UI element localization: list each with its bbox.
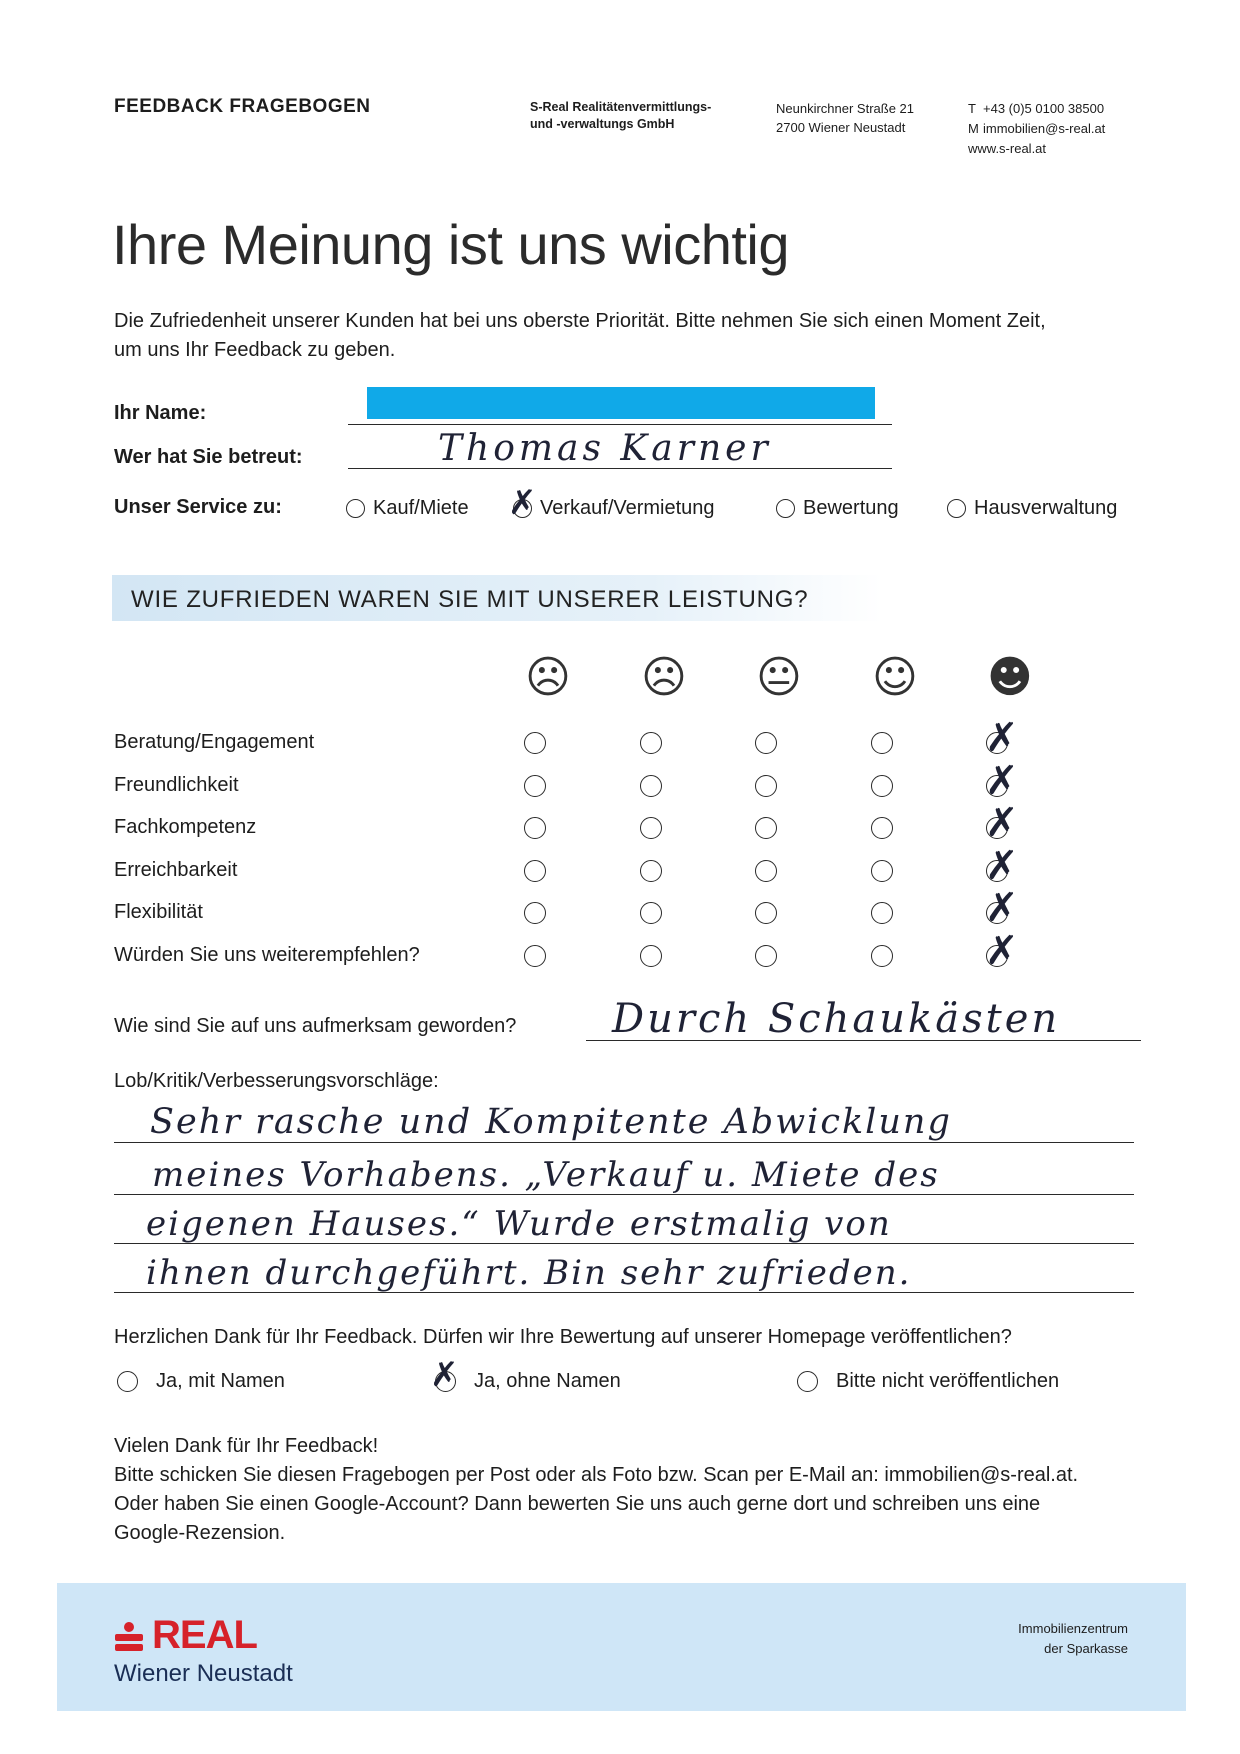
- address-line-1: Neunkirchner Straße 21: [776, 101, 915, 116]
- name-line: [348, 424, 892, 425]
- document-label: FEEDBACK FRAGEBOGEN: [114, 96, 371, 117]
- rating-radio[interactable]: [524, 902, 546, 924]
- rating-radio[interactable]: [871, 817, 893, 839]
- footer-tagline-line-2: der Sparkasse: [1044, 1641, 1128, 1656]
- source-answer[interactable]: Durch Schaukästen: [612, 996, 1061, 1042]
- sparkasse-logo-icon: [114, 1622, 144, 1658]
- logo-subtitle: Wiener Neustadt: [114, 1660, 293, 1687]
- check-mark-icon: ✗: [985, 928, 1019, 974]
- rating-radio[interactable]: [524, 860, 546, 882]
- service-option-label: Bewertung: [803, 497, 899, 519]
- logo-text: REAL: [152, 1613, 257, 1657]
- check-mark-icon: ✗: [430, 1355, 459, 1395]
- email-address: immobilien@s-real.at: [983, 121, 1106, 136]
- intro-line-2: um uns Ihr Feedback zu geben.: [114, 339, 396, 361]
- publish-option-do-not-publish[interactable]: [797, 1370, 1059, 1393]
- rating-label: Fachkompetenz: [114, 816, 257, 838]
- service-option-verkauf-vermietung[interactable]: [508, 483, 715, 523]
- very-happy-face-icon: ☻: [987, 652, 1033, 703]
- rating-radio[interactable]: [524, 732, 546, 754]
- rating-radio[interactable]: [755, 945, 777, 967]
- rating-radio[interactable]: [640, 902, 662, 924]
- check-mark-icon: ✗: [508, 483, 537, 523]
- sad-face-icon: ☹: [641, 652, 687, 703]
- check-mark-icon: ✗: [985, 715, 1019, 761]
- rating-label: Erreichbarkeit: [114, 859, 238, 881]
- rating-radio[interactable]: [755, 732, 777, 754]
- rating-label: Flexibilität: [114, 901, 203, 923]
- rating-radio[interactable]: [640, 945, 662, 967]
- closing-line-1: Vielen Dank für Ihr Feedback!: [114, 1435, 379, 1457]
- rating-radio[interactable]: [755, 817, 777, 839]
- company-line-2: und -verwaltungs GmbH: [530, 117, 675, 131]
- check-mark-icon: ✗: [985, 800, 1019, 846]
- neutral-face-icon: 😐: [756, 652, 802, 703]
- publish-option-without-name[interactable]: [430, 1355, 621, 1395]
- comment-text-3[interactable]: eigenen Hauses.“ Wurde erstmalig von: [146, 1204, 892, 1244]
- radio-circle[interactable]: [797, 1371, 818, 1392]
- rating-radio[interactable]: [871, 860, 893, 882]
- rating-radio[interactable]: [524, 775, 546, 797]
- rating-radio[interactable]: [755, 860, 777, 882]
- check-mark-icon: ✗: [985, 885, 1019, 931]
- publish-option-with-name[interactable]: [117, 1370, 285, 1393]
- section-heading: WIE ZUFRIEDEN WAREN SIE MIT UNSERER LEISTUNG?: [131, 586, 809, 613]
- radio-circle-checked[interactable]: [508, 483, 537, 523]
- service-option-label: Verkauf/Vermietung: [540, 497, 715, 519]
- rating-radio[interactable]: [871, 945, 893, 967]
- happy-face-icon: ☺: [872, 652, 918, 703]
- radio-circle[interactable]: [947, 499, 966, 518]
- rating-radio[interactable]: [524, 945, 546, 967]
- rating-radio[interactable]: [871, 902, 893, 924]
- phone-prefix: T: [968, 101, 976, 116]
- radio-circle-checked[interactable]: [430, 1355, 459, 1395]
- closing-text: [114, 1432, 1078, 1548]
- rating-radio[interactable]: [524, 817, 546, 839]
- comment-text-2[interactable]: meines Vorhabens. „Verkauf u. Miete des: [152, 1155, 940, 1195]
- source-question: Wie sind Sie auf uns aufmerksam geworden?: [114, 1015, 517, 1037]
- website: www.s-real.at: [968, 141, 1047, 156]
- rating-radio[interactable]: [871, 732, 893, 754]
- closing-line-2: Bitte schicken Sie diesen Fragebogen per Post oder als Foto bzw. Scan per E-Mail an: immobilien@s-real.at.: [114, 1464, 1079, 1486]
- publish-option-label: Ja, mit Namen: [156, 1370, 285, 1392]
- address-line-2: 2700 Wiener Neustadt: [776, 120, 906, 135]
- comment-text-1[interactable]: Sehr rasche und Kompitente Abwicklung: [150, 1102, 952, 1142]
- caretaker-label: Wer hat Sie betreut:: [114, 446, 303, 468]
- rating-radio[interactable]: [871, 775, 893, 797]
- mail-prefix: M: [968, 121, 979, 136]
- radio-circle[interactable]: [346, 499, 365, 518]
- check-mark-icon: ✗: [985, 758, 1019, 804]
- phone-number: +43 (0)5 0100 38500: [983, 101, 1105, 116]
- rating-label: Beratung/Engagement: [114, 731, 315, 753]
- service-option-kauf-miete[interactable]: [346, 497, 469, 520]
- comments-label: Lob/Kritik/Verbesserungsvorschläge:: [114, 1070, 439, 1092]
- comment-text-4[interactable]: ihnen durchgeführt. Bin sehr zufrieden.: [146, 1253, 912, 1293]
- publish-option-label: Ja, ohne Namen: [474, 1370, 621, 1392]
- service-option-bewertung[interactable]: [776, 497, 899, 520]
- company-contact: [968, 99, 1105, 159]
- radio-circle[interactable]: [117, 1371, 138, 1392]
- radio-circle[interactable]: [776, 499, 795, 518]
- rating-radio[interactable]: [755, 902, 777, 924]
- closing-line-4: Google-Rezension.: [114, 1522, 286, 1544]
- publish-question: Herzlichen Dank für Ihr Feedback. Dürfen wir Ihre Bewertung auf unserer Homepage veröffentlichen?: [114, 1326, 1012, 1348]
- company-line-1: S-Real Realitätenvermittlungs-: [530, 100, 712, 114]
- comment-line-1: [114, 1142, 1134, 1143]
- footer-tagline: [960, 1619, 1128, 1659]
- rating-radio[interactable]: [640, 732, 662, 754]
- rating-radio[interactable]: [640, 817, 662, 839]
- publish-option-label: Bitte nicht veröffentlichen: [836, 1370, 1060, 1392]
- rating-radio[interactable]: [755, 775, 777, 797]
- company-address: [776, 99, 914, 137]
- check-mark-icon: ✗: [985, 843, 1019, 889]
- service-option-label: Kauf/Miete: [373, 497, 469, 519]
- service-label: Unser Service zu:: [114, 496, 282, 518]
- page-title: Ihre Meinung ist uns wichtig: [112, 213, 790, 276]
- rating-radio[interactable]: [640, 860, 662, 882]
- intro-line-1: Die Zufriedenheit unserer Kunden hat bei uns oberste Priorität. Bitte nehmen Sie sich einen Moment Zeit,: [114, 310, 1046, 332]
- intro-text: [114, 307, 1134, 365]
- name-label: Ihr Name:: [114, 402, 207, 424]
- company-name: [530, 99, 711, 133]
- caretaker-value[interactable]: Thomas Karner: [438, 428, 772, 469]
- very-unhappy-face-icon: ☹: [525, 652, 571, 703]
- footer-tagline-line-1: Immobilienzentrum: [1018, 1621, 1128, 1636]
- service-option-hausverwaltung[interactable]: [947, 497, 1117, 520]
- redacted-name-field[interactable]: [367, 387, 875, 419]
- rating-label: Würden Sie uns weiterempfehlen?: [114, 944, 420, 966]
- service-option-label: Hausverwaltung: [974, 497, 1118, 519]
- rating-radio[interactable]: [640, 775, 662, 797]
- rating-label: Freundlichkeit: [114, 774, 239, 796]
- closing-line-3: Oder haben Sie einen Google-Account? Dann bewerten Sie uns auch gerne dort und schreiben uns eine: [114, 1493, 1041, 1515]
